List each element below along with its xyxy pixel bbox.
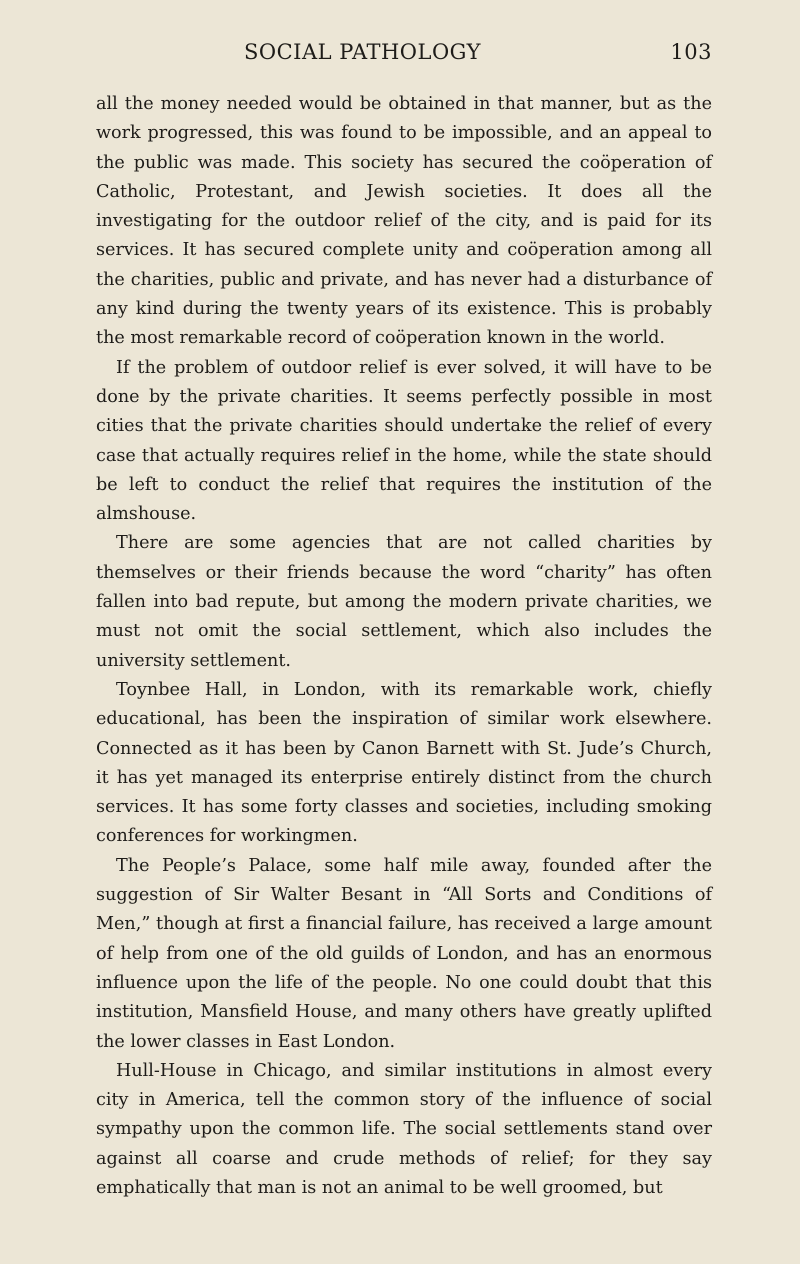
page-header [96,40,712,84]
page-number: 103 [670,40,712,64]
running-head: SOCIAL PATHOLOGY [244,40,481,64]
paragraph-continued: all the money needed would be obtained in that manner, but as the work progressed, this was found to be impossible, and an appeal to the public was made. This society has secured the coöperation of Catholic, Protestant, and Jewish societies. It does all the investigating for the outdoor relief of the city, and is paid for its services. It has secured complete unity and coöperation among all the charities, public and private, and has never had a disturbance of any kind during the twenty years of its existence. This is probably the most remarkable record of coöperation known in the world. [96,94,712,349]
paragraph-peoples-palace: The People’s Palace, some half mile away, founded after the suggestion of Sir Walter Besant in “All Sorts and Conditions of Men,” though at first a financial failure, has received a large amount of help from one of the old guilds of London, and has an enormous influence upon the life of the people. No one could doubt that this institution, Mansfield House, and many others have greatly uplifted the lower classes in East London. [96,855,712,1052]
paragraph-outdoor-relief: If the problem of outdoor relief is ever solved, it will have to be done by the private charities. It seems perfectly possible in most cities that the private charities should undertake the relief of every case that actually requires relief in the home, while the state should be left to conduct the relief that requires the institution of the almshouse. [96,357,712,525]
paragraph-hull-house: Hull-House in Chicago, and similar institutions in almost every city in America, tell the common story of the influence of social sympathy upon the common life. The social settlements stand over against all coarse and crude methods of relief; for they say emphatically that man is not an animal to be well groomed, but [96,1060,712,1198]
paragraph-toynbee-hall: Toynbee Hall, in London, with its remarkable work, chiefly educational, has been the inspiration of similar work elsewhere. Connected as it has been by Canon Barnett with St. Jude’s Church, it has yet managed its enterprise entirely distinct from the church services. It has some forty classes and societies, including smoking conferences for workingmen. [96,679,712,847]
body-text [96,90,712,1203]
paragraph-agencies: There are some agencies that are not called charities by themselves or their friends because the word “charity” has often fallen into bad repute, but among the modern private charities, we must not omit the social settlement, which also includes the university settlement. [96,533,712,671]
